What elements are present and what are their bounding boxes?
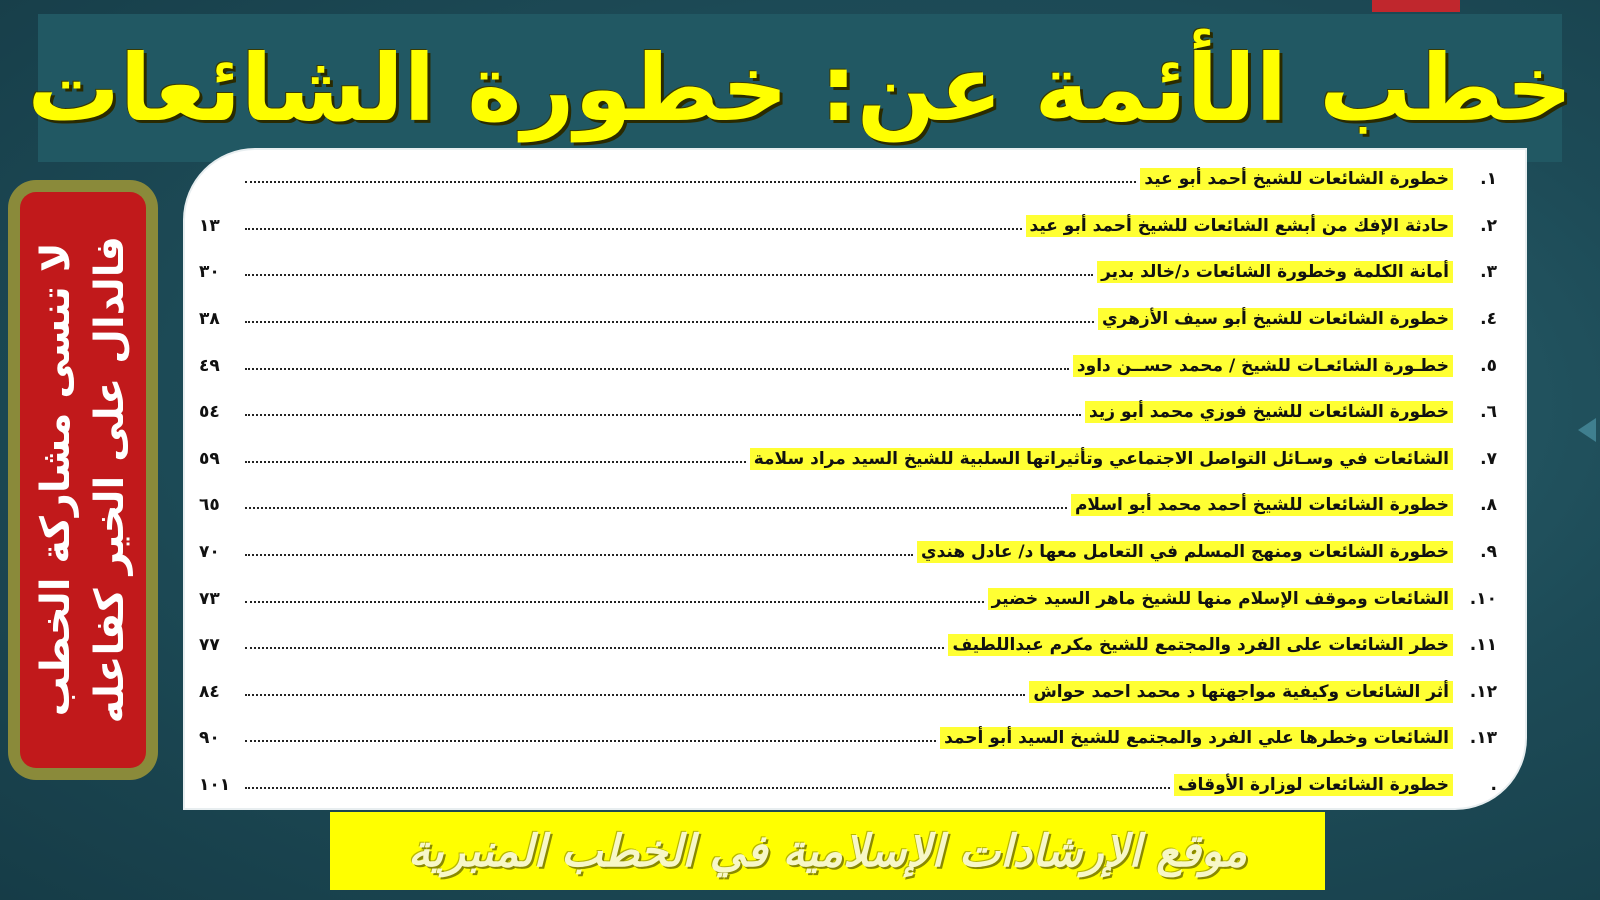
toc-page-number: ٧٣ xyxy=(199,588,220,609)
toc-dot-leader xyxy=(245,181,1136,183)
toc-number: ١٣. xyxy=(1469,728,1497,749)
toc-list xyxy=(199,156,1501,808)
toc-number: ٥. xyxy=(1480,355,1497,376)
toc-entry-title: أثر الشائعات وكيفية مواجهتها د محمد احمد حواش xyxy=(1029,681,1453,703)
toc-row xyxy=(199,529,1501,576)
toc-row xyxy=(199,436,1501,483)
toc-dot-leader xyxy=(245,368,1069,370)
toc-page-number: ٥٤ xyxy=(199,402,220,423)
toc-number: . xyxy=(1490,775,1497,796)
toc-row xyxy=(199,762,1501,808)
side-note-line1: لا تنسى مشاركة الخطب xyxy=(33,243,79,717)
side-note-text xyxy=(29,236,137,723)
side-note-inner xyxy=(20,192,146,768)
toc-page-number: ٣٠ xyxy=(199,262,220,283)
toc-dot-leader xyxy=(245,787,1170,789)
toc-number: ١٠. xyxy=(1469,588,1497,609)
toc-number: ٦. xyxy=(1480,402,1497,423)
toc-entry-title: خطورة الشائعات للشيخ أحمد محمد أبو اسلام xyxy=(1071,494,1453,516)
toc-dot-leader xyxy=(245,694,1025,696)
toc-entry-title: خطورة الشائعات للشيخ أحمد أبو عيد xyxy=(1140,168,1453,190)
toc-dot-leader xyxy=(245,647,944,649)
toc-page-number: ٧٧ xyxy=(199,635,220,656)
toc-number: ٣. xyxy=(1480,262,1497,283)
toc-dot-leader xyxy=(245,461,746,463)
toc-row xyxy=(199,296,1501,343)
title-banner xyxy=(27,14,1573,162)
toc-row xyxy=(199,669,1501,716)
toc-entry-title: خطورة الشائعات ومنهج المسلم في التعامل معها د/ عادل هندي xyxy=(917,541,1453,563)
toc-dot-leader xyxy=(245,601,984,603)
side-note-box xyxy=(8,180,158,780)
toc-page-number: ٩٠ xyxy=(199,728,220,749)
toc-row xyxy=(199,342,1501,389)
toc-row xyxy=(199,389,1501,436)
toc-dot-leader xyxy=(245,740,936,742)
toc-entry-title: حادثة الإفك من أبشع الشائعات للشيخ أحمد أبو عيد xyxy=(1026,215,1453,237)
toc-number: ٢. xyxy=(1480,215,1497,236)
red-corner-tab xyxy=(1372,0,1460,12)
footer-banner xyxy=(330,812,1325,890)
toc-number: ٩. xyxy=(1480,542,1497,563)
footer-site-name: موقع الإرشادات الإسلامية في الخطب المنبرية xyxy=(407,825,1248,877)
toc-row xyxy=(199,715,1501,762)
page-title: خطب الأئمة عن: خطورة الشائعات xyxy=(27,34,1573,142)
toc-number: ٨. xyxy=(1480,495,1497,516)
toc-dot-leader xyxy=(245,554,913,556)
toc-number: ١٢. xyxy=(1469,681,1497,702)
toc-entry-title: خطورة الشائعات للشيخ فوزي محمد أبو زيد xyxy=(1085,401,1453,423)
toc-page-number: ٧٠ xyxy=(199,542,220,563)
toc-entry-title: خطـورة الشائعـات للشيخ / محمد حســن داود xyxy=(1073,355,1453,377)
toc-row xyxy=(199,482,1501,529)
toc-dot-leader xyxy=(245,274,1093,276)
toc-entry-title: الشائعات في وسـائل التواصل الاجتماعي وتأثيراتها السلبية للشيخ السيد مراد سلامة xyxy=(750,448,1453,470)
toc-page-number: ٣٨ xyxy=(199,309,220,330)
toc-document xyxy=(185,150,1525,808)
toc-page-number: ٦٥ xyxy=(199,495,220,516)
toc-page-number: ١٣ xyxy=(199,215,220,236)
toc-entry-title: خطورة الشائعات للشيخ أبو سيف الأزهري xyxy=(1098,308,1453,330)
toc-entry-title: أمانة الكلمة وخطورة الشائعات د/خالد بدير xyxy=(1097,261,1453,283)
toc-row xyxy=(199,622,1501,669)
slide-nav-arrow-icon[interactable] xyxy=(1578,418,1596,442)
toc-entry-title: خطورة الشائعات لوزارة الأوقاف xyxy=(1174,774,1453,796)
toc-entry-title: الشائعات وموقف الإسلام منها للشيخ ماهر السيد خضير xyxy=(988,588,1453,610)
toc-dot-leader xyxy=(245,507,1067,509)
toc-dot-leader xyxy=(245,321,1094,323)
toc-entry-title: الشائعات وخطرها علي الفرد والمجتمع للشيخ السيد أبو أحمد xyxy=(940,727,1453,749)
toc-dot-leader xyxy=(245,228,1022,230)
toc-row xyxy=(199,156,1501,203)
toc-number: ١١. xyxy=(1469,635,1497,656)
toc-page-number: ١٠١ xyxy=(199,775,231,796)
toc-dot-leader xyxy=(245,414,1081,416)
toc-number: ١. xyxy=(1480,169,1497,190)
toc-row xyxy=(199,249,1501,296)
toc-entry-title: خطر الشائعات على الفرد والمجتمع للشيخ مكرم عبداللطيف xyxy=(948,634,1453,656)
toc-row xyxy=(199,575,1501,622)
toc-row xyxy=(199,203,1501,250)
toc-page-number: ٥٩ xyxy=(199,448,220,469)
toc-page-number: ٨٤ xyxy=(199,681,220,702)
toc-number: ٧. xyxy=(1480,448,1497,469)
toc-number: ٤. xyxy=(1480,309,1497,330)
toc-page-number: ٤٩ xyxy=(199,355,220,376)
side-note-line2: فالدال على الخير كفاعله xyxy=(87,236,133,724)
